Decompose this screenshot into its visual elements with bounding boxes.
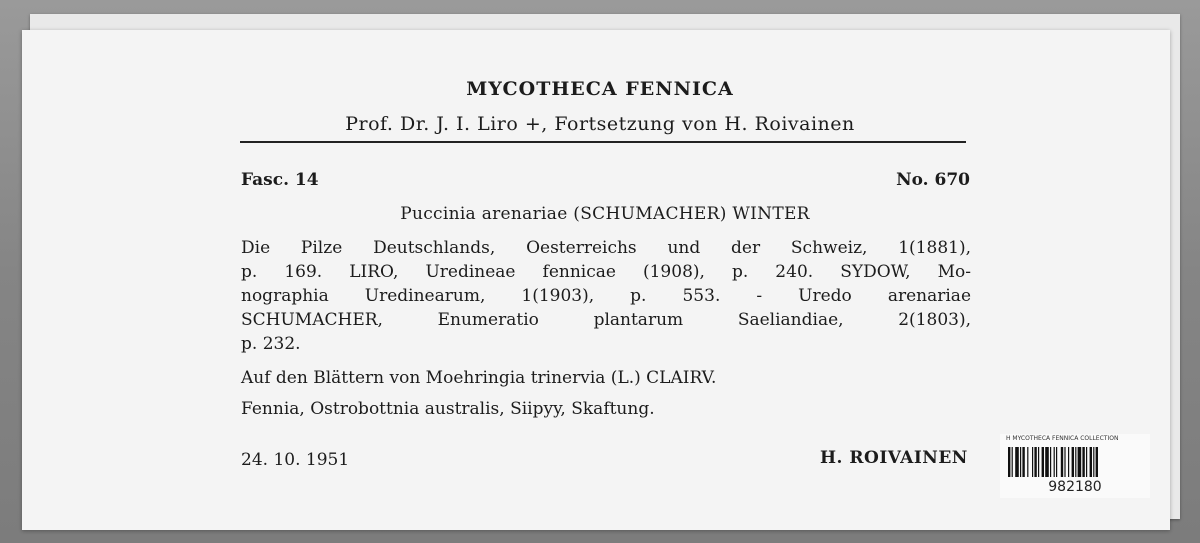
label-subtitle: Prof. Dr. J. I. Liro +, Fortsetzung von H. Roivainen — [345, 113, 855, 135]
barcode-icon — [1008, 447, 1140, 477]
reference-line: Die Pilze Deutschlands, Oesterreichs und der Schweiz, 1(1881), — [241, 238, 971, 258]
fascicle-number: Fasc. 14 — [241, 170, 319, 190]
barcode-number: 982180 — [1048, 479, 1102, 495]
locality: Fennia, Ostrobottnia australis, Siipyy, Skaftung. — [241, 399, 655, 419]
host-plant: Auf den Blättern von Moehringia trinervia (L.) CLAIRV. — [241, 368, 717, 388]
reference-line: nographia Uredinearum, 1(1903), p. 553. - Uredo arenariae — [241, 286, 971, 306]
barcode-caption: H MYCOTHECA FENNICA COLLECTION — [1006, 435, 1119, 442]
specimen-number: No. 670 — [896, 170, 970, 190]
collector-name: H. ROIVAINEN — [820, 448, 968, 468]
reference-line: SCHUMACHER, Enumeratio plantarum Saeliandiae, 2(1803), — [241, 310, 971, 330]
references — [241, 236, 971, 356]
species-name: Puccinia arenariae (SCHUMACHER) WINTER — [400, 204, 810, 224]
collection-date: 24. 10. 1951 — [241, 450, 350, 470]
reference-line: p. 232. — [241, 334, 301, 354]
barcode-label — [1000, 434, 1150, 498]
reference-line: p. 169. LIRO, Uredineae fennicae (1908), p. 240. SYDOW, Mo- — [241, 262, 971, 282]
header-divider — [240, 141, 966, 143]
label-title: MYCOTHECA FENNICA — [466, 78, 734, 100]
